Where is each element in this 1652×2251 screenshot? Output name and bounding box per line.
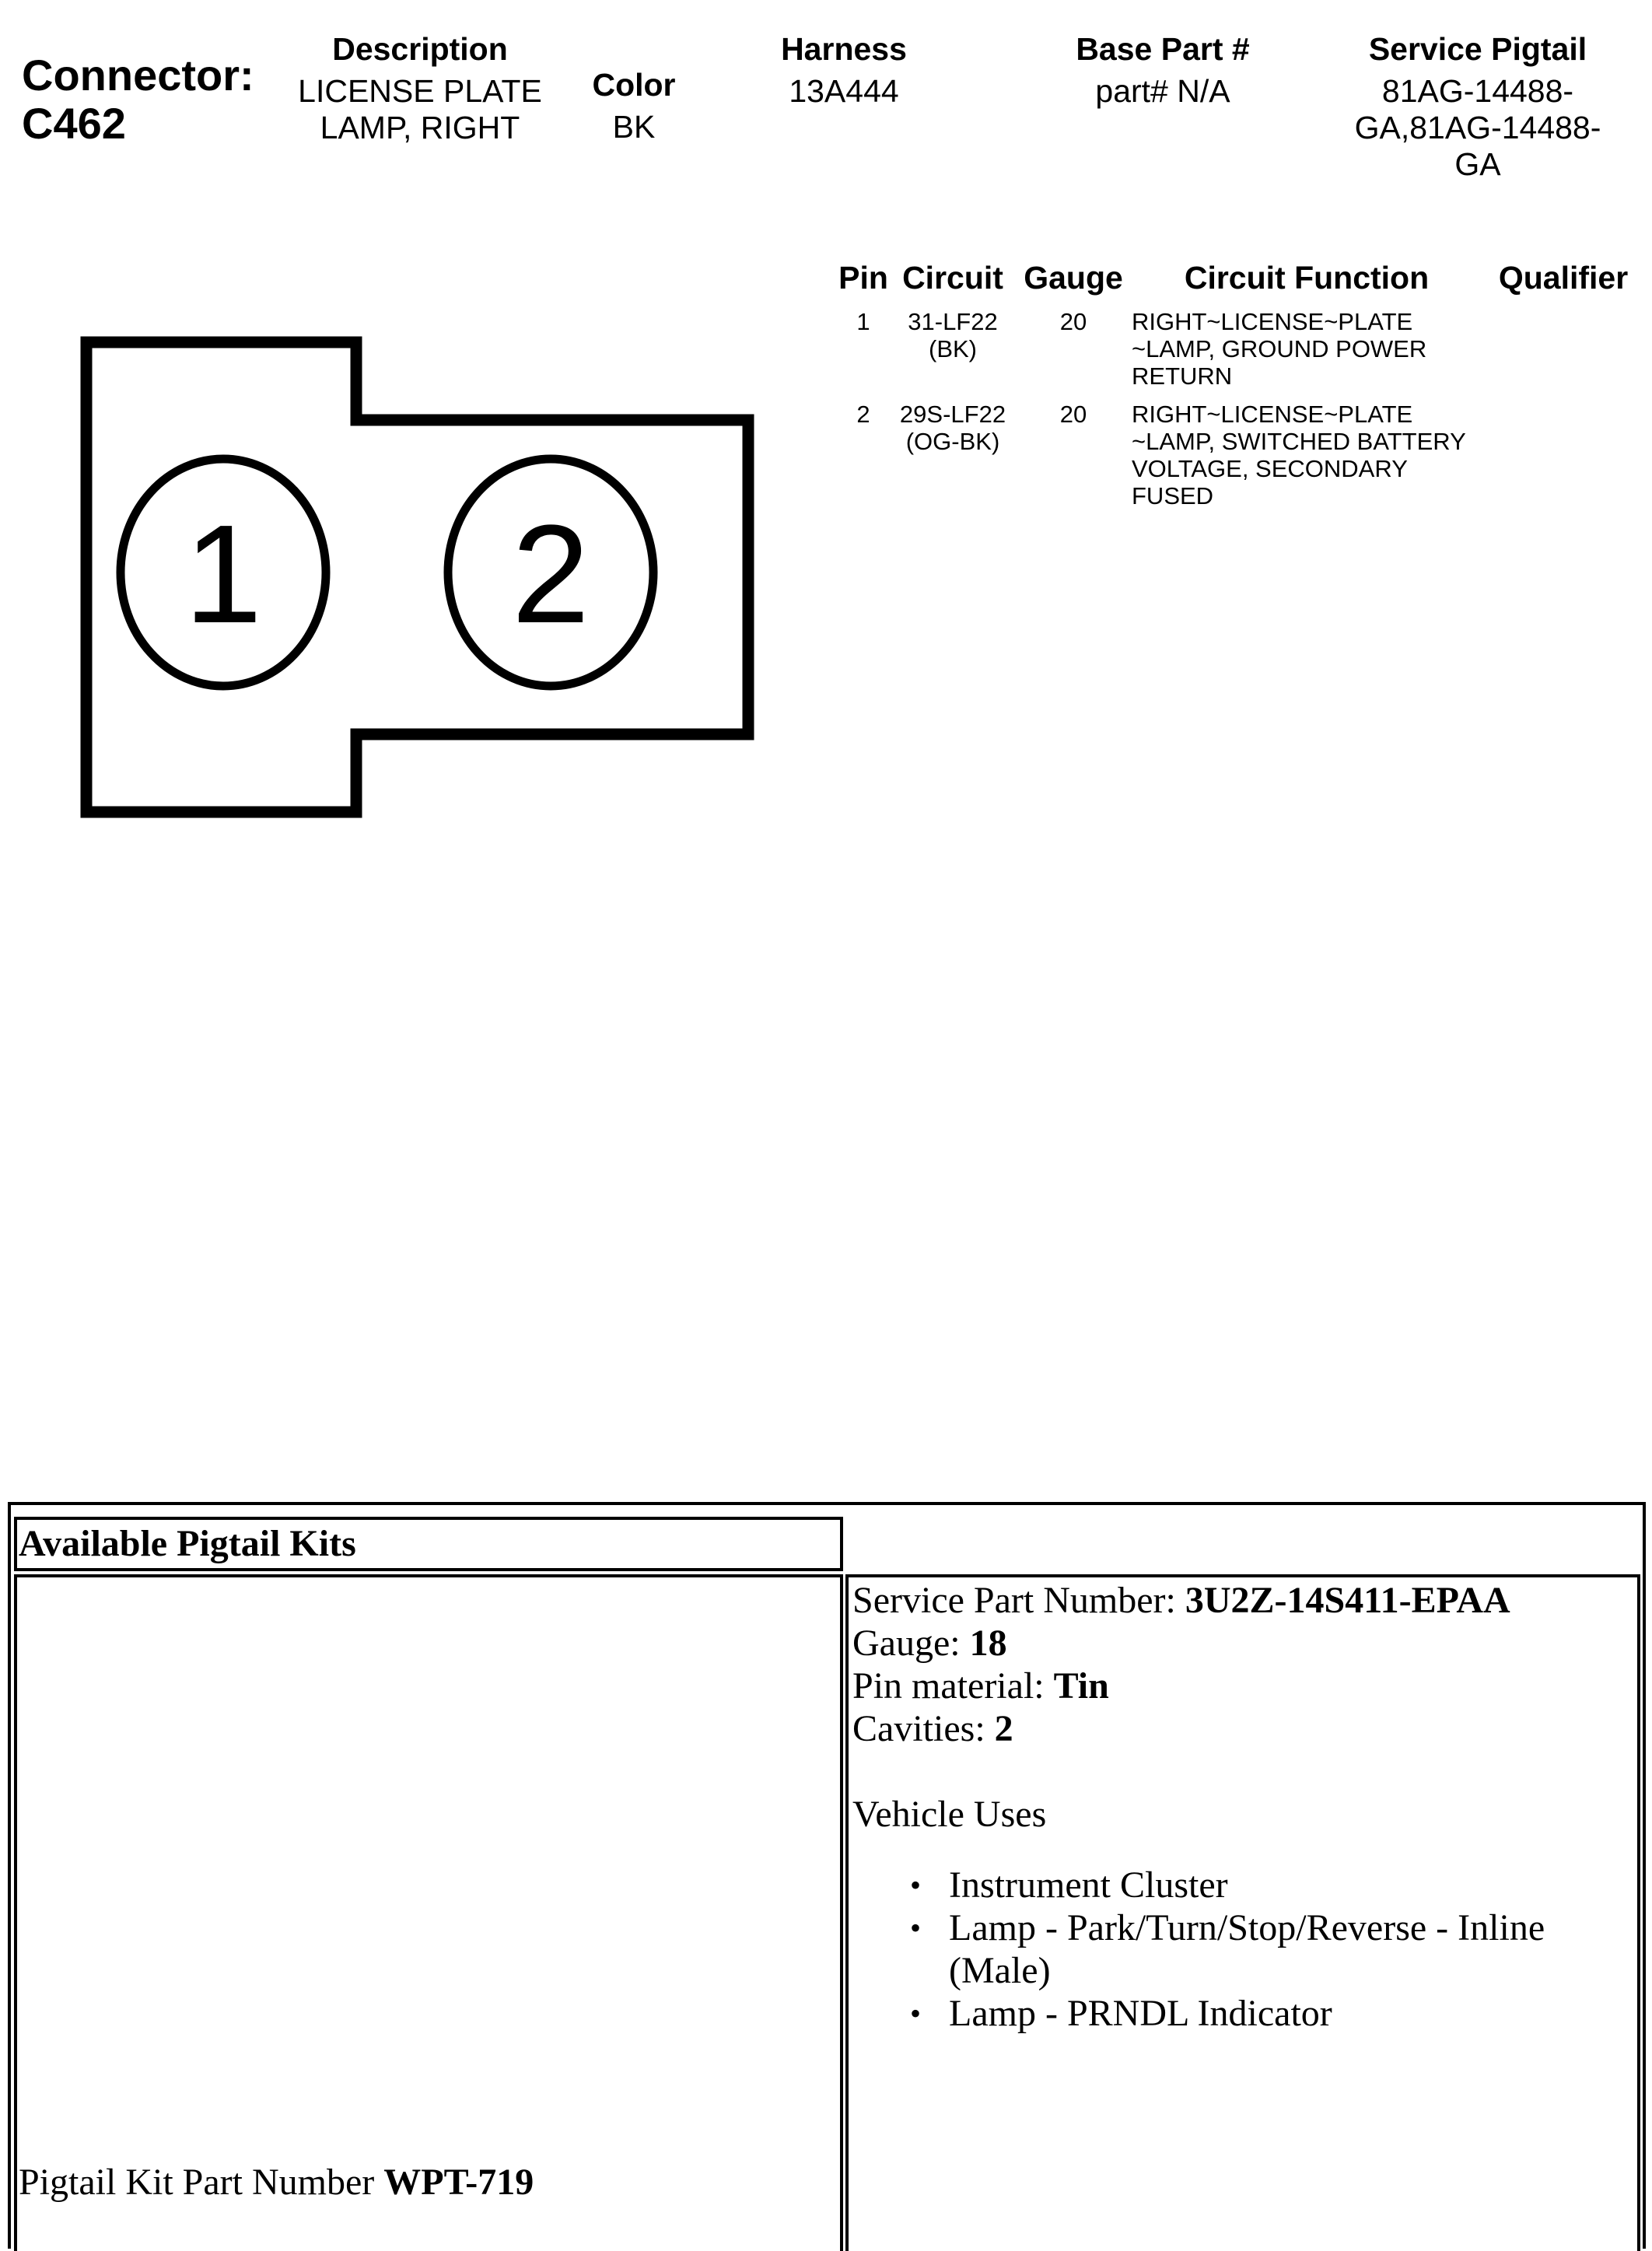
pin-material-value: Tin: [1053, 1665, 1109, 1707]
cavity-1-number: 1: [184, 496, 263, 653]
cavity-2-number: 2: [511, 496, 590, 653]
row-2-gauge: 20: [1059, 401, 1087, 428]
circuit-col-header: Circuit: [902, 260, 1003, 296]
cavities-value: 2: [994, 1708, 1013, 1749]
pin-col-header: Pin: [838, 260, 888, 296]
kits-title: Available Pigtail Kits: [19, 1523, 356, 1564]
vehicle-uses-list: [852, 1864, 1545, 2035]
row-2-circuit-line-2: (OG-BK): [905, 428, 1000, 455]
kit-part-value: WPT-719: [383, 2162, 534, 2203]
kit-gauge-value: 18: [969, 1623, 1007, 1664]
service-pigtail-column: [1322, 31, 1633, 183]
vehicle-use-item: [852, 1906, 1545, 1992]
row-1-function-line-2: ~LAMP, GROUND POWER: [1132, 335, 1427, 362]
harness-column: [747, 31, 941, 110]
harness-value: 13A444: [789, 73, 899, 109]
connector-title: [22, 51, 254, 148]
qualifier-col-header: Qualifier: [1498, 260, 1629, 296]
connector-id: C462: [22, 99, 126, 148]
service-part-value: 3U2Z-14S411-EPAA: [1185, 1580, 1510, 1621]
row-1-pin: 1: [856, 308, 870, 335]
pin-material: [852, 1665, 1545, 1707]
cavities: [852, 1707, 1545, 1750]
row-2-function-line-1: RIGHT~LICENSE~PLATE: [1132, 401, 1413, 428]
row-1-circuit-line-1: 31-LF22: [908, 308, 998, 335]
color-column: [560, 67, 708, 145]
service-pigtail-line-2: GA,81AG-14488-: [1354, 110, 1601, 145]
kit-part-label: Pigtail Kit Part Number: [19, 2162, 384, 2203]
vehicle-use-item: • Instrument Cluster: [852, 1864, 1545, 1906]
connector-label: Connector:: [22, 51, 254, 100]
kit-details: [852, 1579, 1545, 2035]
description-line-2: LAMP, RIGHT: [320, 110, 520, 145]
description-header: Description: [332, 31, 508, 67]
gauge-col-header: Gauge: [1024, 260, 1123, 296]
service-part-label: Service Part Number:: [852, 1580, 1185, 1621]
vehicle-use-text: Lamp - Park/Turn/Stop/Reverse - Inline: [949, 1907, 1545, 1948]
vehicle-uses-label: Vehicle Uses: [852, 1794, 1047, 1835]
row-1-circuit: [887, 308, 1019, 362]
service-part-number: [852, 1579, 1545, 1622]
base-part-header: Base Part #: [1076, 31, 1250, 67]
color-header: Color: [592, 67, 676, 103]
row-2-function-line-4: FUSED: [1132, 482, 1214, 509]
color-value: BK: [612, 109, 656, 145]
harness-header: Harness: [781, 31, 907, 67]
kit-gauge-label: Gauge:: [852, 1623, 970, 1664]
row-1-function: [1132, 308, 1489, 390]
cavities-label: Cavities:: [852, 1708, 995, 1749]
kit-gauge: [852, 1622, 1545, 1665]
row-2-function: [1132, 401, 1489, 509]
description-line-1: LICENSE PLATE: [298, 73, 542, 109]
function-col-header: Circuit Function: [1184, 260, 1430, 296]
kit-image-cell: [14, 1574, 843, 2251]
description-column: [264, 31, 576, 146]
row-1-gauge: 20: [1059, 308, 1087, 335]
vehicle-use-item: • Lamp - PRNDL Indicator: [852, 1992, 1545, 2035]
service-pigtail-header: Service Pigtail: [1368, 31, 1587, 67]
connector-face-diagram: [0, 311, 778, 840]
row-2-circuit: [887, 401, 1019, 455]
row-2-circuit-line-1: 29S-LF22: [899, 401, 1006, 428]
service-pigtail-line-3: GA: [1454, 146, 1501, 182]
vehicle-use-text-cont: (Male): [949, 1950, 1051, 1991]
service-pigtail-line-1: 81AG-14488-: [1381, 73, 1574, 109]
base-part-value: part# N/A: [1095, 73, 1230, 109]
row-2-function-line-2: ~LAMP, SWITCHED BATTERY: [1132, 428, 1466, 455]
pin-material-label: Pin material:: [852, 1665, 1054, 1707]
pigtail-kit-part-number: [19, 2161, 534, 2204]
row-2-function-line-3: VOLTAGE, SECONDARY: [1132, 455, 1408, 482]
row-1-function-line-1: RIGHT~LICENSE~PLATE: [1132, 308, 1413, 335]
row-1-circuit-line-2: (BK): [929, 335, 977, 362]
base-part-column: [1034, 31, 1291, 110]
row-1-function-line-3: RETURN: [1132, 362, 1233, 390]
row-2-pin: 2: [856, 401, 870, 428]
